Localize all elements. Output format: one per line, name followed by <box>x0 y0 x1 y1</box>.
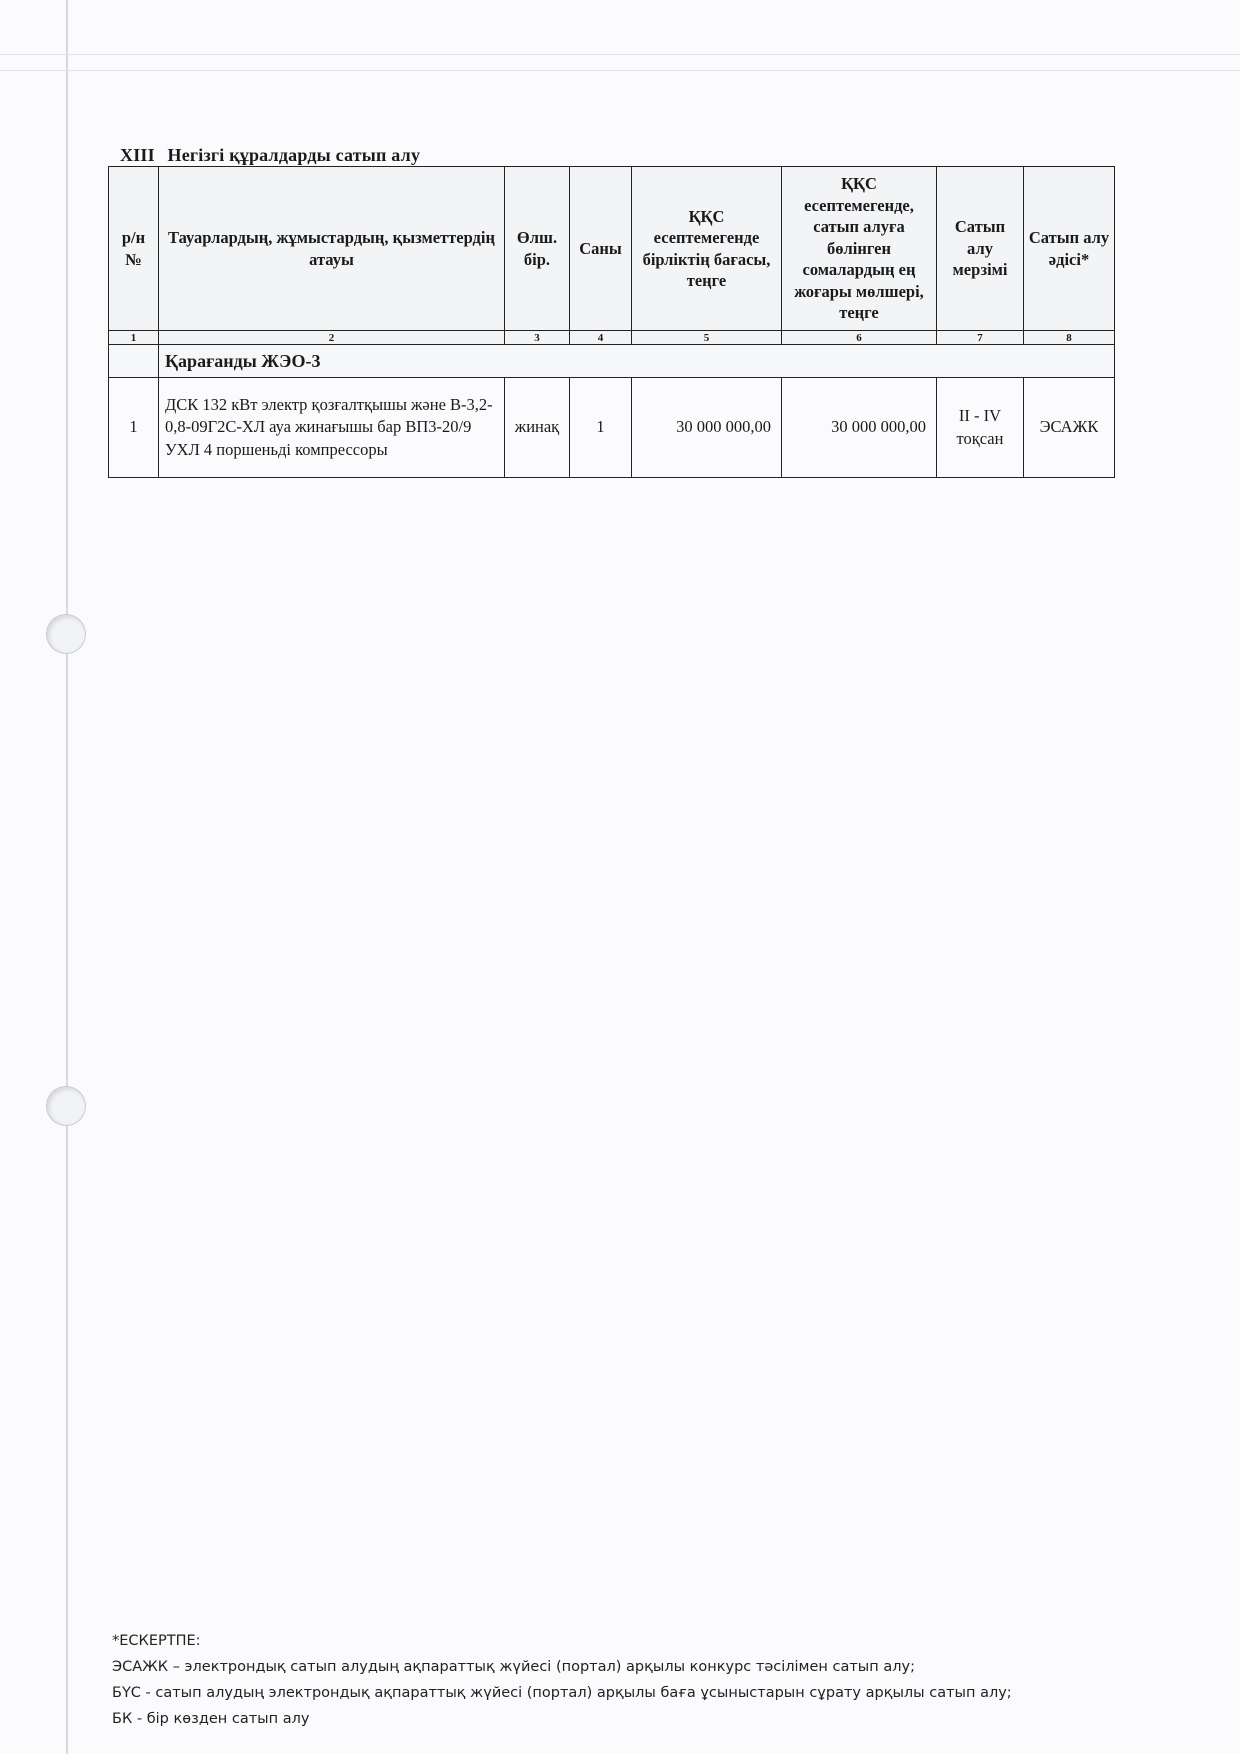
col-header-unit-price: ҚҚС есептемегенде бірліктің бағасы, теңге <box>632 167 782 331</box>
item-quantity: 1 <box>570 378 632 478</box>
column-number: 2 <box>159 331 505 345</box>
col-header-max-amount: ҚҚС есептемегенде, сатып алуға бөлінген сомалардың ең жоғары мөлшері, теңге <box>782 167 937 331</box>
column-number: 7 <box>937 331 1024 345</box>
scan-rule <box>0 54 1240 55</box>
note-line: БК - бір көзден сатып алу <box>112 1711 310 1727</box>
column-number: 8 <box>1024 331 1115 345</box>
footnotes <box>112 1628 1012 1732</box>
col-header-name: Тауарлардың, жұмыстардың, қызметтердің атауы <box>159 167 505 331</box>
col-header-number: р/н № <box>109 167 159 331</box>
column-number-row <box>109 331 1115 345</box>
section-title <box>120 145 420 166</box>
punch-hole <box>46 614 86 654</box>
column-number: 6 <box>782 331 937 345</box>
section-name: Негізгі құралдарды сатып алу <box>167 145 421 165</box>
col-header-quantity: Саны <box>570 167 632 331</box>
scan-rule <box>0 70 1240 71</box>
col-header-unit: Өлш. бір. <box>505 167 570 331</box>
item-period: II - IV тоқсан <box>937 378 1024 478</box>
item-unit-price: 30 000 000,00 <box>632 378 782 478</box>
note-line: ЭСАЖК – электрондық сатып алудың ақпараттық жүйесі (портал) арқылы конкурс тәсілімен сатып алу; <box>112 1659 915 1675</box>
section-number: XIII <box>120 145 155 165</box>
column-number: 1 <box>109 331 159 345</box>
item-method: ЭСАЖК <box>1024 378 1115 478</box>
header-row <box>109 167 1115 331</box>
col-header-period: Сатып алу мерзімі <box>937 167 1024 331</box>
item-name: ДСК 132 кВт электр қозғалтқышы және В-3,2-0,8-09Г2С-ХЛ ауа жинағышы бар ВП3-20/9 УХЛ 4 поршеньді компрессоры <box>159 378 505 478</box>
punch-hole <box>46 1086 86 1126</box>
group-empty-cell <box>109 345 159 378</box>
notes-title: *ЕСКЕРТПЕ: <box>112 1633 201 1649</box>
column-number: 4 <box>570 331 632 345</box>
row-number: 1 <box>109 378 159 478</box>
item-unit: жинақ <box>505 378 570 478</box>
note-line: БҮС - сатып алудың электрондық ақпараттық жүйесі (портал) арқылы баға ұсыныстарын сұрату арқылы сатып алу; <box>112 1685 1012 1701</box>
column-number: 5 <box>632 331 782 345</box>
binding-line <box>66 0 68 1754</box>
item-max-amount: 30 000 000,00 <box>782 378 937 478</box>
table-row <box>109 378 1115 478</box>
col-header-method: Сатып алу әдісі* <box>1024 167 1115 331</box>
procurement-table <box>108 166 1115 478</box>
column-number: 3 <box>505 331 570 345</box>
group-name: Қарағанды ЖЭО-3 <box>159 345 1115 378</box>
group-row <box>109 345 1115 378</box>
